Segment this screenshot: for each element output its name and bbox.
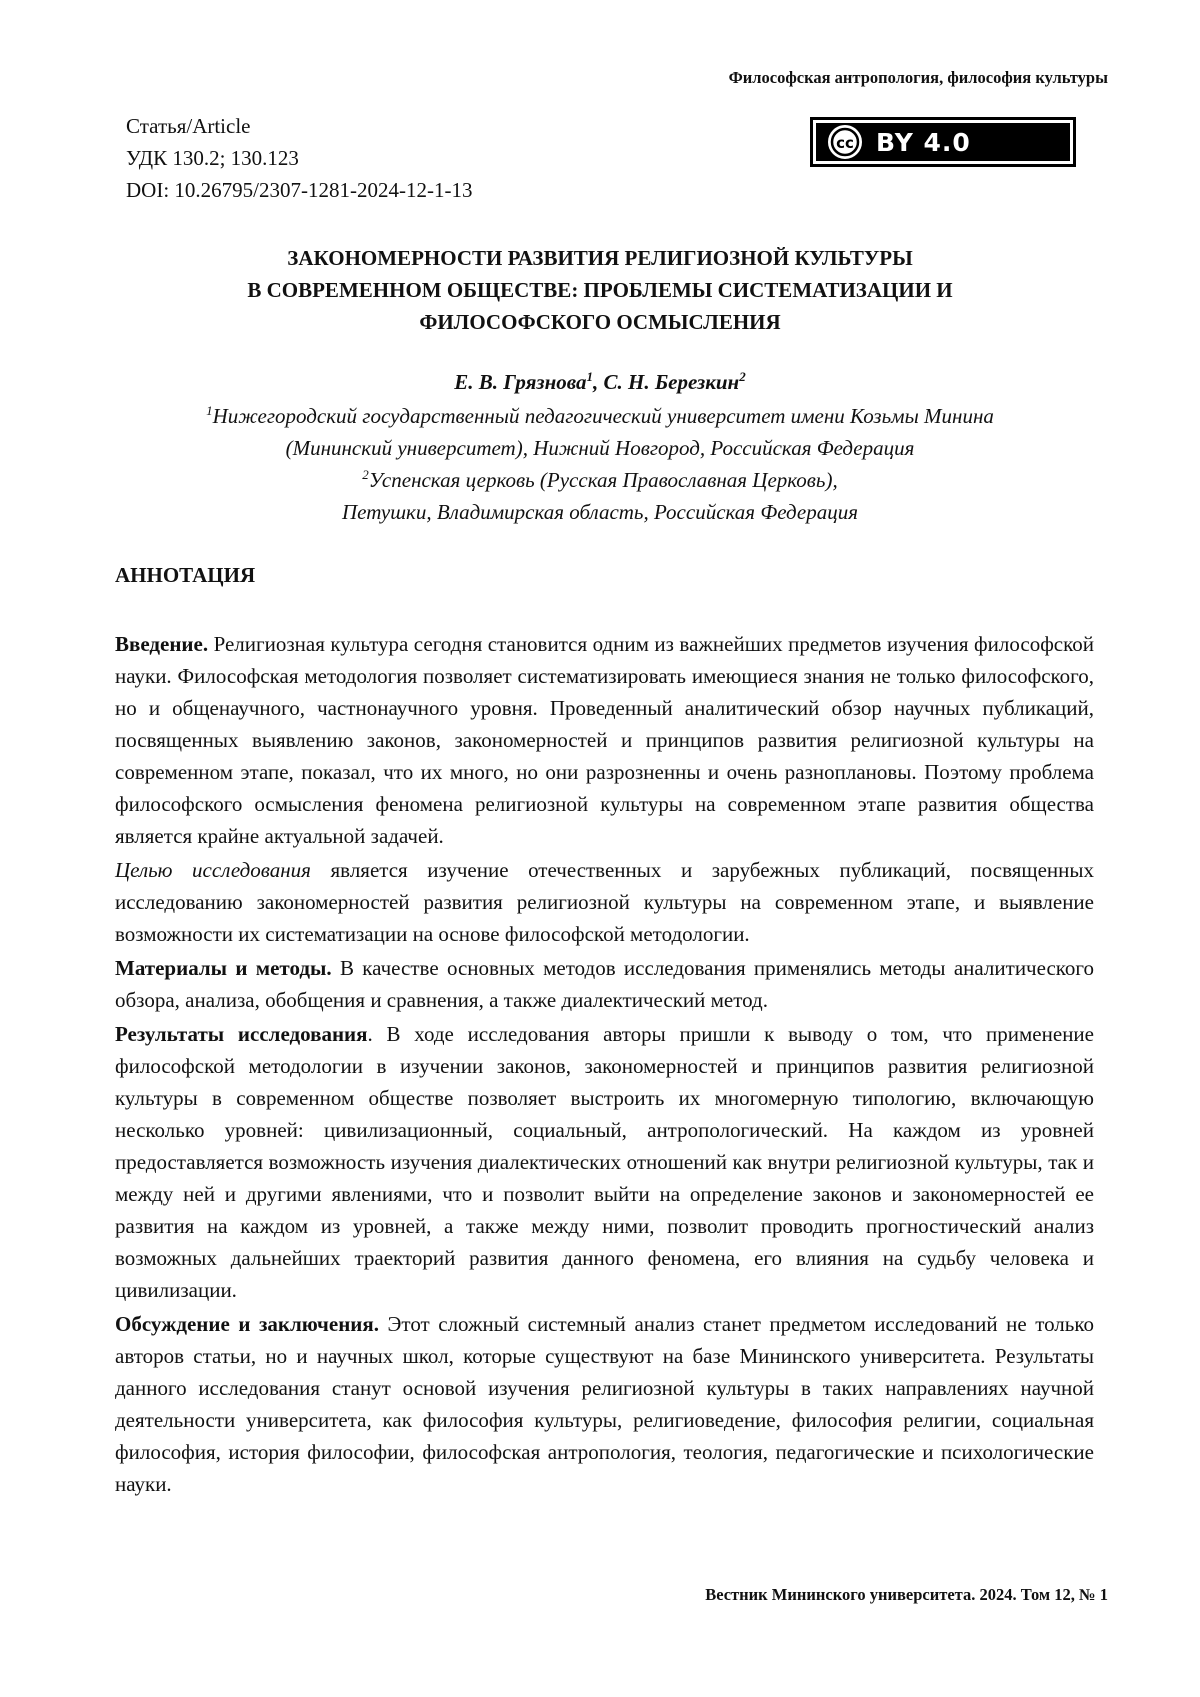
affiliation-2-text: Успенская церковь (Русская Православная Церковь), — [369, 468, 838, 492]
cc-symbol-text: cc — [836, 134, 854, 152]
affiliation-1-line-2: (Мининский университет), Нижний Новгород, Российская Федерация — [0, 432, 1200, 464]
license-badge[interactable] — [810, 117, 1076, 167]
affiliations — [0, 400, 1200, 528]
affiliation-2-line-2: Петушки, Владимирская область, Российская Федерация — [0, 496, 1200, 528]
methods-label: Материалы и методы. — [115, 956, 332, 980]
abstract-results — [115, 1018, 1094, 1306]
introduction-text: Религиозная культура сегодня становится одним из важнейших предметов изучения философской науки. Философская методология позволяет систематизировать имеющиеся знания не только философского, но и общенаучного, частнонаучного уровня. Проведенный аналитический обзор научных публикаций, посвященных выявлению законов, закономерностей и принципов развития религиозной культуры на современном этапе, показал, что их много, но они разрозненны и очень разноплановы. Поэтому проблема философского осмысления феномена религиозной культуры на современном этапе развития общества является крайне актуальной задачей. — [115, 632, 1094, 848]
affiliation-1-line-1 — [0, 400, 1200, 432]
udc-code: УДК 130.2; 130.123 — [126, 142, 472, 174]
license-badge-inner — [816, 123, 1070, 161]
results-label: Результаты исследования — [115, 1022, 368, 1046]
abstract-introduction — [115, 628, 1094, 852]
results-text: . В ходе исследования авторы пришли к выводу о том, что применение философской методологии в изучении законов, закономерностей и принципов развития религиозной культуры в современном обществе позволяет выстроить их многомерную типологию, включающую несколько уровней: цивилизационный, социальный, антропологический. На каждом из уровней предоставляется возможность изучения диалектических отношений как внутри религиозной культуры, так и между ней и другими явлениями, что и позволит выйти на определение законов и закономерностей ее развития на каждом из уровней, а также между ними, позволит проводить прогностический анализ возможных дальнейших траекторий развития данного феномена, его влияния на судьбу человека и цивилизации. — [115, 1022, 1094, 1302]
author-1: Е. В. Грязнова — [454, 370, 586, 394]
affiliation-2-sup: 2 — [362, 467, 369, 482]
running-head: Философская антропология, философия культуры — [729, 68, 1108, 88]
license-label: BY 4.0 — [876, 128, 971, 157]
doi[interactable]: DOI: 10.26795/2307-1281-2024-12-1-13 — [126, 174, 472, 206]
title-line-3: ФИЛОСОФСКОГО ОСМЫСЛЕНИЯ — [0, 306, 1200, 338]
abstract-body — [115, 628, 1094, 1500]
author-2: С. Н. Березкин — [604, 370, 740, 394]
author-2-sup: 2 — [739, 369, 746, 384]
article-meta — [126, 110, 472, 206]
discussion-label: Обсуждение и заключения. — [115, 1312, 379, 1336]
title-line-2: В СОВРЕМЕННОМ ОБЩЕСТВЕ: ПРОБЛЕМЫ СИСТЕМАТИЗАЦИИ И — [0, 274, 1200, 306]
affiliation-2-line-1 — [0, 464, 1200, 496]
affiliation-1-sup: 1 — [206, 403, 213, 418]
discussion-text: Этот сложный системный анализ станет предметом исследований не только авторов статьи, но и научных школ, которые существуют на базе Мининского университета. Результаты данного исследования станут основой изучения религиозной культуры в таких направлениях научной деятельности университета, как философия культуры, религиоведение, философия религии, социальная философия, история философии, философская антропология, теология, педагогические и психологические науки. — [115, 1312, 1094, 1496]
abstract-discussion — [115, 1308, 1094, 1500]
authors — [0, 370, 1200, 395]
aim-label: Целью исследования — [115, 858, 311, 882]
creative-commons-icon — [824, 124, 866, 160]
affiliation-1-text: Нижегородский государственный педагогический университет имени Козьмы Минина — [213, 404, 994, 428]
methods-text: В качестве основных методов исследования применялись методы аналитического обзора, анализа, обобщения и сравнения, а также диалектический метод. — [115, 956, 1094, 1012]
title-line-1: ЗАКОНОМЕРНОСТИ РАЗВИТИЯ РЕЛИГИОЗНОЙ КУЛЬТУРЫ — [0, 242, 1200, 274]
author-separator: , — [593, 370, 604, 394]
abstract-aim — [115, 854, 1094, 950]
article-title — [0, 242, 1200, 338]
introduction-label: Введение. — [115, 632, 208, 656]
journal-footer: Вестник Мининского университета. 2024. Том 12, № 1 — [705, 1585, 1108, 1605]
abstract-heading: АННОТАЦИЯ — [115, 563, 255, 588]
abstract-methods — [115, 952, 1094, 1016]
author-1-sup: 1 — [587, 369, 594, 384]
article-type: Статья/Article — [126, 110, 472, 142]
aim-text: является изучение отечественных и зарубежных публикаций, посвященных исследованию закономерностей развития религиозной культуры на современном этапе, и выявление возможности их систематизации на основе философской методологии. — [115, 858, 1094, 946]
